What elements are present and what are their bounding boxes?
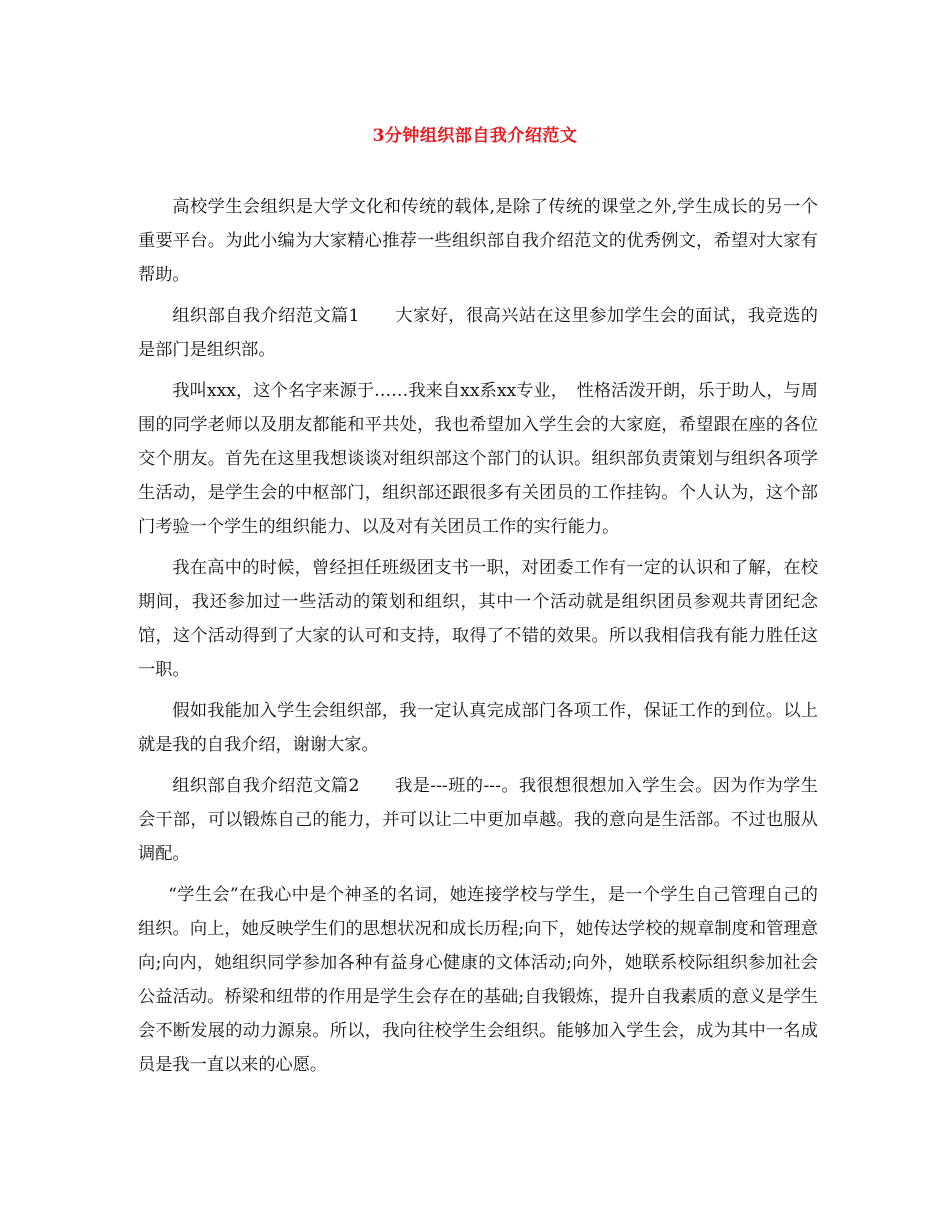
paragraph-intro: 高校学生会组织是大学文化和传统的载体,是除了传统的课堂之外,学生成长的另一个重要平台。为此小编为大家精心推荐一些组织部自我介绍范文的优秀例文，希望对大家有帮助。 xyxy=(138,197,818,285)
paragraph-experience: 我在高中的时候，曾经担任班级团支书一职，对团委工作有一定的认识和了解，在校期间，我还参加过一些活动的策划和组织，其中一个活动就是组织团员参观共青团纪念馆，这个活动得到了大家的认可和支持，取得了不错的效果。所以我相信我有能力胜任这一职。 xyxy=(138,558,818,680)
paragraph-closing: 假如我能加入学生会组织部，我一定认真完成部门各项工作，保证工作的到位。以上就是我的自我介绍，谢谢大家。 xyxy=(138,701,818,755)
document-body xyxy=(138,190,818,1089)
paragraph-self-introduction: 我叫xxx，这个名字来源于……我来自xx系xx专业， 性格活泼开朗，乐于助人，与周围的同学老师以及朋友都能和平共处，我也希望加入学生会的大家庭，希望跟在座的各位交个朋友。首先在这里我想谈谈对组织部这个部门的认识。组织部负责策划与组织各项学生活动，是学生会的中枢部门，组织部还跟很多有关团员的工作挂钩。个人认为，这个部门考验一个学生的组织能力、以及对有关团员工作的实行能力。 xyxy=(138,381,818,537)
document-title: 3分钟组织部自我介绍范文 xyxy=(372,126,578,146)
paragraph-sample-2-heading: 组织部自我介绍范文篇2 我是---班的---。我很想很想加入学生会。因为作为学生会干部，可以锻炼自己的能力，并可以让二中更加卓越。我的意向是生活部。不过也服从调配。 xyxy=(138,776,818,864)
paragraph-sample-1-heading: 组织部自我介绍范文篇1 大家好，很高兴站在这里参加学生会的面试，我竞选的是部门是组织部。 xyxy=(138,306,818,360)
paragraph-student-union: “学生会”在我心中是个神圣的名词，她连接学校与学生，是一个学生自己管理自己的组织。向上，她反映学生们的思想状况和成长历程;向下，她传达学校的规章制度和管理意向;向内，她组织同学参加各种有益身心健康的文体活动;向外，她联系校际组织参加社会公益活动。桥梁和纽带的作用是学生会存在的基础;自我锻炼，提升自我素质的意义是学生会不断发展的动力源泉。所以，我向往校学生会组织。能够加入学生会，成为其中一名成员是我一直以来的心愿。 xyxy=(138,885,818,1075)
